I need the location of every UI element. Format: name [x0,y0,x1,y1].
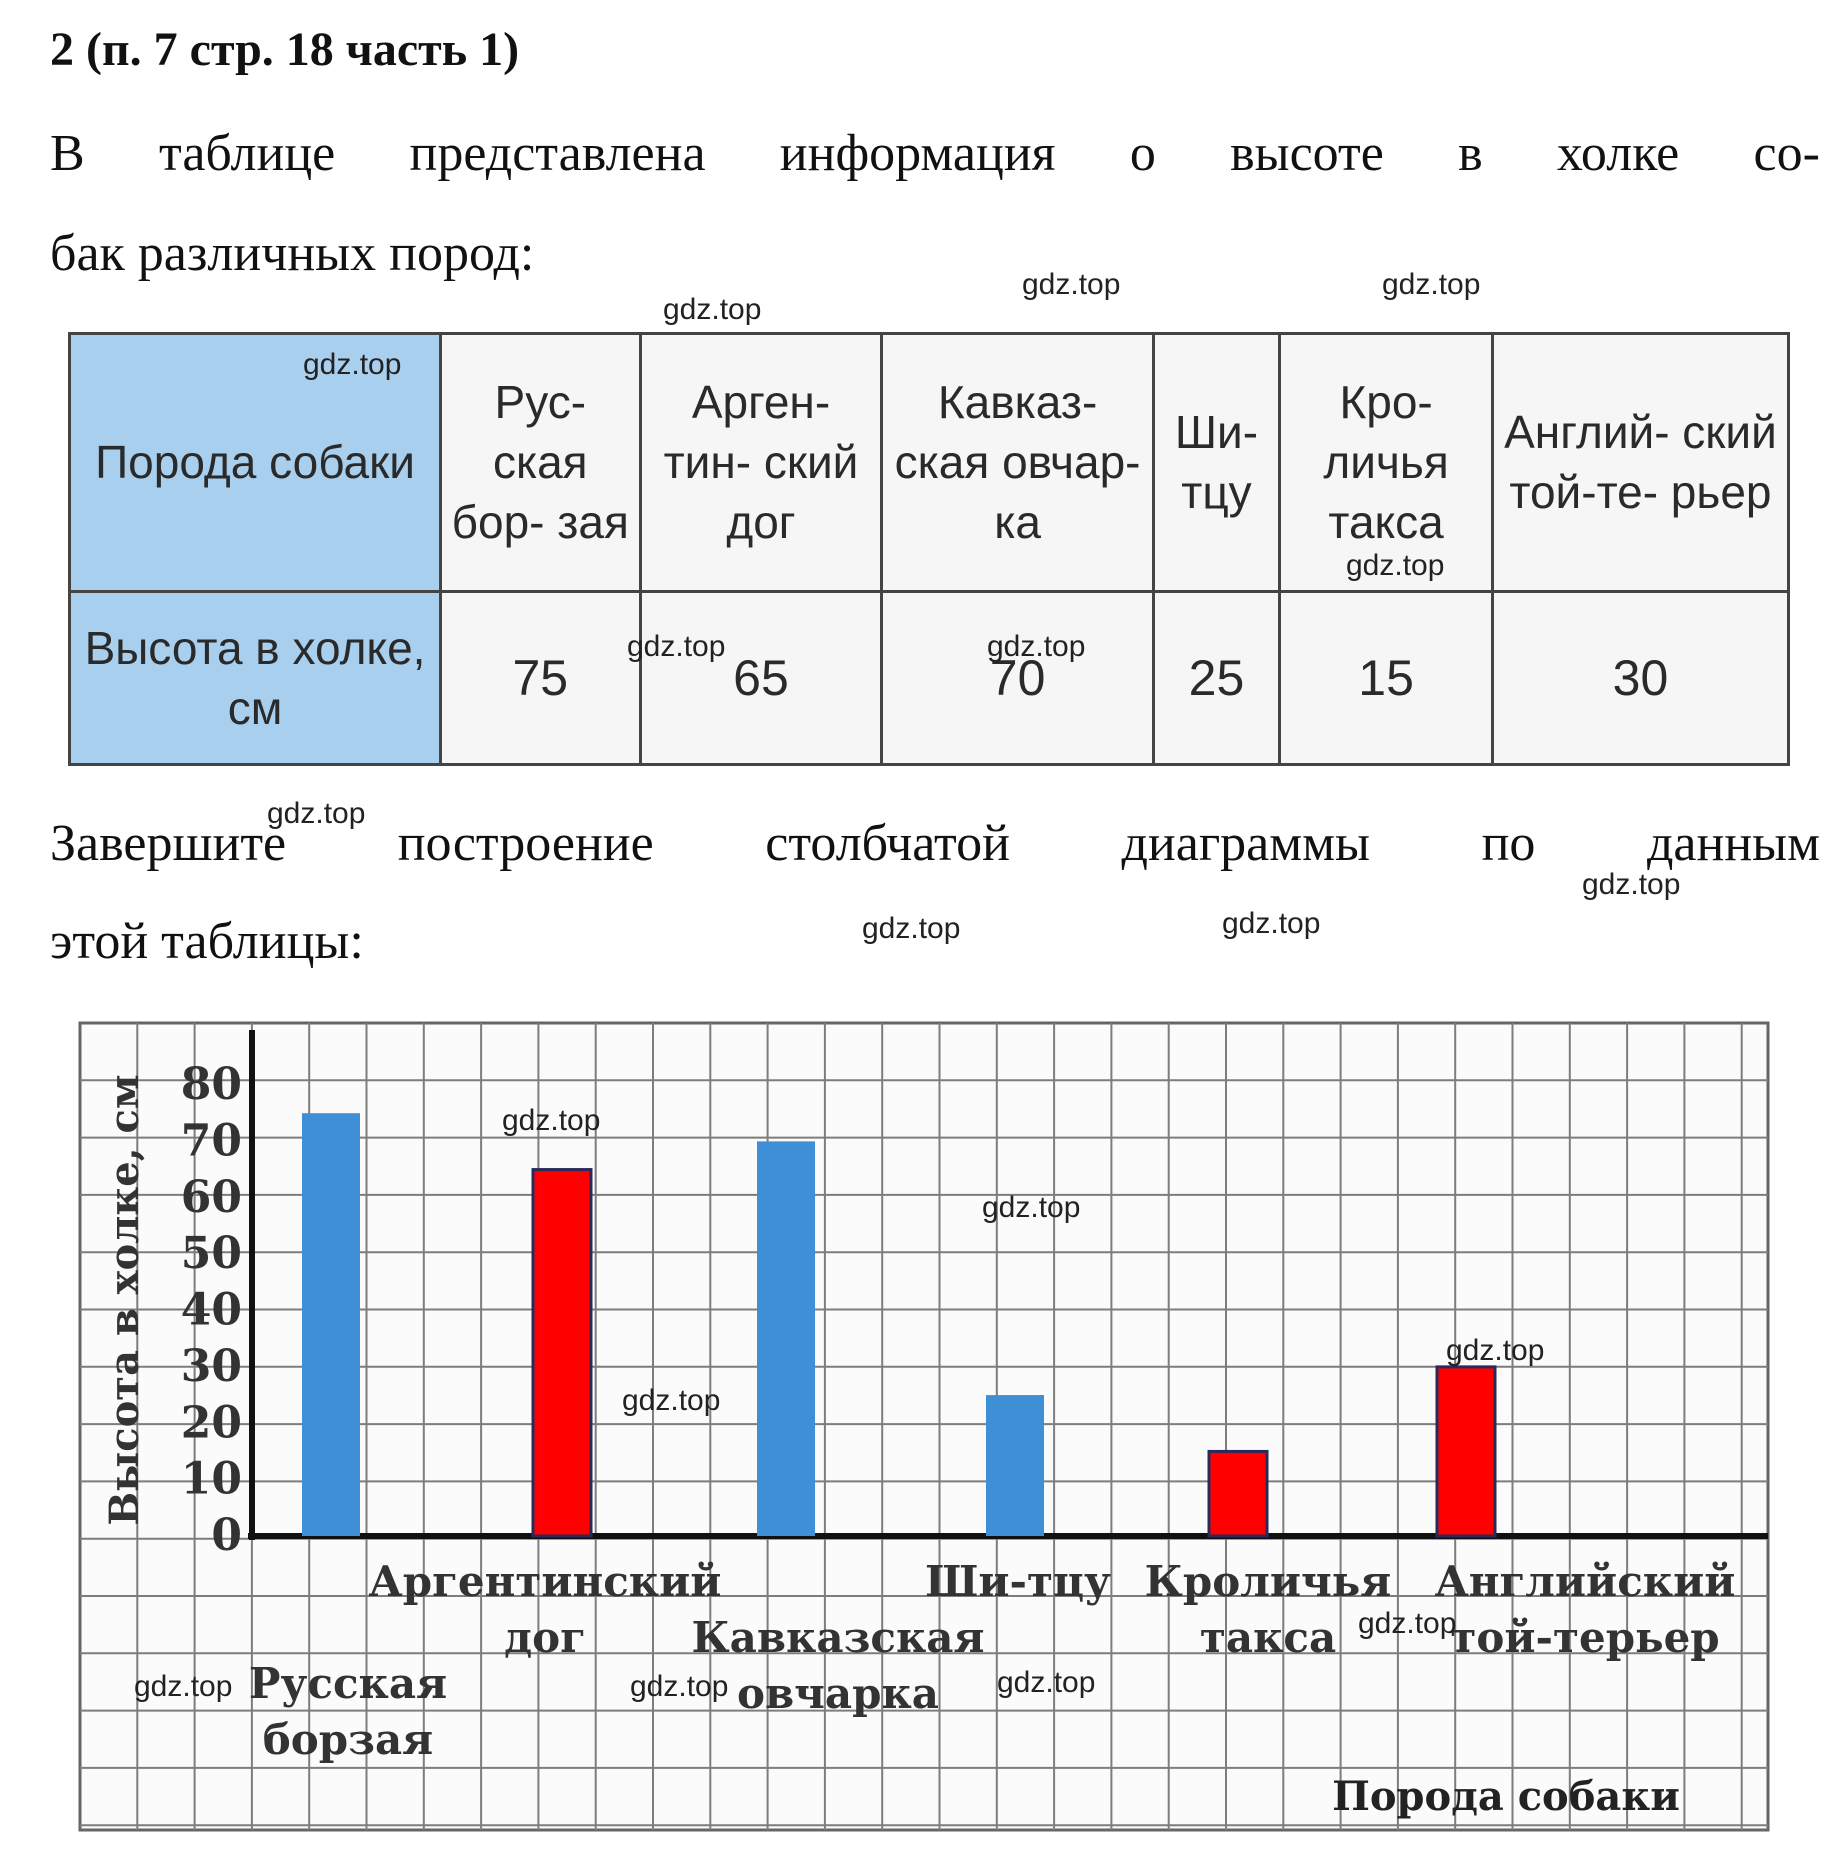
table-cell-height-3: 70 [882,591,1153,764]
y-axis-title: Высота в холке, см [101,1074,148,1526]
task-word: данным [1646,815,1820,872]
table-cell-breed-3: Кавказ- ская овчар- ка [882,334,1153,592]
watermark-text: gdz.top [622,1384,721,1417]
watermark-text: gdz.top [862,912,961,945]
y-tick-label: 70 [180,1115,242,1167]
category-label: дог [504,1613,586,1662]
watermark-text: gdz.top [1382,268,1481,301]
watermark-text: gdz.top [1358,1607,1457,1640]
task-line-2: этой таблицы: [50,913,364,970]
bar-given [986,1395,1044,1536]
task-word: Завершите [50,815,287,872]
table-cell-breed-2: Арген- тин- ский дог [640,334,882,592]
watermark-text: gdz.top [134,1670,233,1703]
category-label: той-терьер [1450,1613,1720,1662]
y-tick-label: 20 [180,1397,242,1449]
task-word: диаграммы [1121,815,1370,872]
watermark-text: gdz.top [982,1191,1081,1224]
watermark-text: gdz.top [630,1670,729,1703]
table-header-breed: Порода собаки [70,334,441,592]
watermark-text: gdz.top [267,797,366,830]
intro-word: холке [1556,125,1680,182]
table-header-height: Высота в холке, см [70,591,441,764]
watermark-text: gdz.top [1222,907,1321,940]
task-heading: 2 (п. 7 стр. 18 часть 1) [50,23,520,76]
table-cell-height-4: 25 [1153,591,1279,764]
intro-word: в [1458,125,1483,182]
bar-given [757,1141,815,1536]
watermark-text: gdz.top [627,630,726,663]
y-tick-label: 60 [180,1171,242,1223]
category-label: овчарка [736,1669,940,1718]
category-label: Кроличья [1144,1557,1392,1606]
intro-word: со- [1753,125,1820,182]
watermark-text: gdz.top [997,1666,1096,1699]
table-cell-breed-6: Англий- ский той-те- рьер [1492,334,1788,592]
category-label: Аргентинский [368,1557,722,1606]
table-cell-height-2: 65 [640,591,882,764]
intro-word: высоте [1230,125,1384,182]
watermark-text: gdz.top [1022,268,1121,301]
y-tick-label: 10 [180,1453,242,1505]
intro-word: В [50,125,85,182]
intro-line-2: бак различных пород: [50,225,535,282]
bar-answer [533,1170,591,1536]
table-cell-breed-1: Рус- ская бор- зая [441,334,641,592]
category-label: Ши-тцу [925,1557,1111,1606]
bar-answer [1437,1367,1495,1536]
category-label: борзая [262,1715,434,1764]
task-word: столбчатой [765,815,1010,872]
watermark-text: gdz.top [502,1104,601,1137]
y-tick-label: 80 [180,1059,242,1110]
table-cell-breed-5: Кро- личья такса [1280,334,1493,592]
watermark-text: gdz.top [1582,868,1681,901]
watermark-text: gdz.top [303,348,402,381]
bar-given [302,1113,360,1536]
y-tick-label: 30 [180,1340,242,1392]
table-cell-height-1: 75 [441,591,641,764]
intro-word: о [1129,125,1156,182]
category-label: Русская [248,1659,448,1708]
task-word: по [1481,815,1536,872]
watermark-text: gdz.top [1346,549,1445,582]
watermark-text: gdz.top [987,630,1086,663]
y-tick-label: 50 [180,1228,242,1280]
intro-word: представлена [409,125,706,182]
watermark-text: gdz.top [1446,1334,1545,1367]
table-cell-breed-4: Ши- тцу [1153,334,1279,592]
x-axis-title: Порода собаки [1332,1773,1680,1820]
category-label: Кавказская [691,1613,985,1662]
intro-word: таблице [158,125,336,182]
table-cell-height-6: 30 [1492,591,1788,764]
y-tick-label: 0 [211,1510,242,1561]
task-word: построение [397,815,654,872]
category-label: Английский [1434,1557,1736,1606]
bar-answer [1209,1451,1267,1536]
watermark-text: gdz.top [663,293,762,326]
y-tick-label: 40 [180,1284,242,1336]
intro-word: информация [779,125,1056,182]
category-label: такса [1199,1613,1337,1662]
table-cell-height-5: 15 [1280,591,1493,764]
